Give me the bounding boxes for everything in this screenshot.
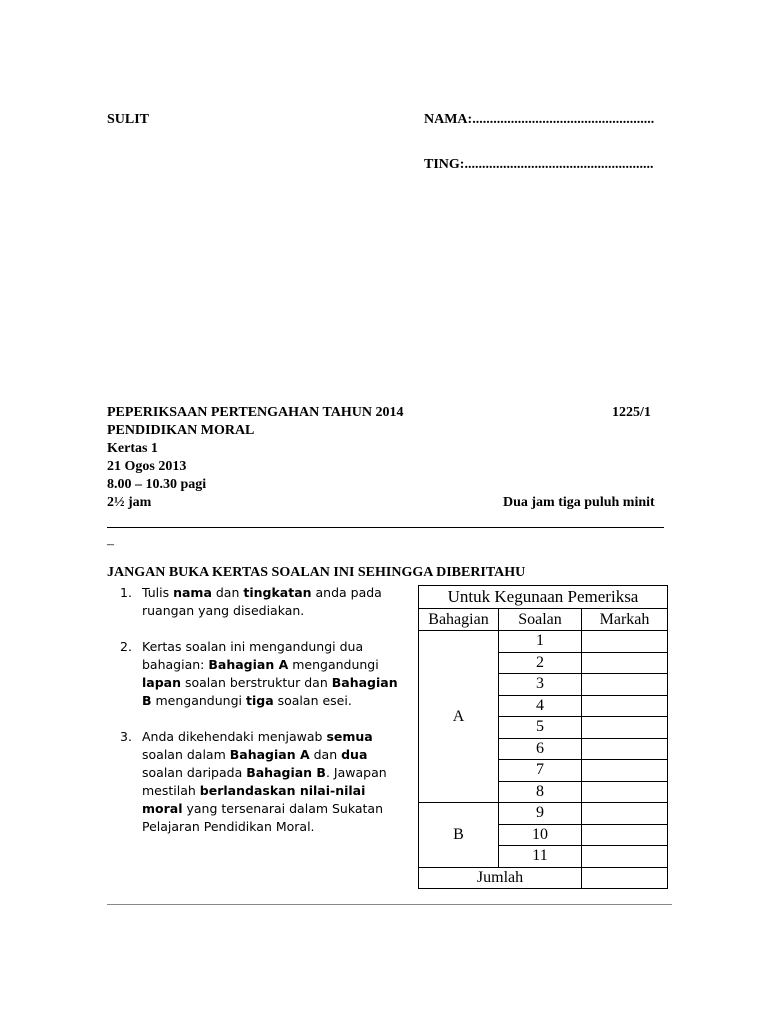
- question-number: 9: [499, 803, 582, 825]
- marks-entry-cell[interactable]: [582, 652, 668, 674]
- examiner-marks-table: [418, 585, 668, 889]
- instruction-text: [142, 638, 398, 710]
- marks-entry-cell[interactable]: [582, 781, 668, 803]
- question-number: 4: [499, 695, 582, 717]
- instruction-fragment: dan: [309, 747, 342, 762]
- instruction-emphasis: berlandaskan nilai-nilai moral: [142, 783, 366, 816]
- question-number: 10: [499, 824, 582, 846]
- question-number: 11: [499, 846, 582, 868]
- instruction-fragment: dan: [211, 585, 244, 600]
- instruction-emphasis: dua: [341, 747, 368, 762]
- instruction-emphasis: Bahagian A: [208, 657, 289, 672]
- instruction-fragment: Anda dikehendaki menjawab: [142, 729, 327, 744]
- instruction-text: [142, 728, 398, 836]
- instruction-fragment: soalan daripada: [142, 765, 247, 780]
- instruction-fragment: anda pada ruangan yang disediakan.: [142, 585, 382, 618]
- question-number: 7: [499, 760, 582, 782]
- instruction-fragment: yang tersenarai dalam Sukatan Pelajaran Pendidikan Moral.: [142, 801, 384, 834]
- question-number: 8: [499, 781, 582, 803]
- marks-entry-cell[interactable]: [582, 824, 668, 846]
- section-cell: B: [419, 803, 499, 868]
- instructions-list: [120, 584, 398, 854]
- total-label: Jumlah: [419, 867, 582, 889]
- marks-entry-cell[interactable]: [582, 695, 668, 717]
- table-title: Untuk Kegunaan Pemeriksa: [419, 586, 668, 609]
- instruction-text: [142, 584, 398, 620]
- instruction-number: 3.: [120, 729, 132, 744]
- name-field[interactable]: NAMA:....................................................: [424, 112, 655, 127]
- exam-duration: 2½ jam: [107, 495, 152, 510]
- marks-entry-cell[interactable]: [582, 760, 668, 782]
- instruction-item: [120, 584, 398, 620]
- instruction-fragment: Kertas soalan ini mengandungi dua bahagian:: [142, 639, 364, 672]
- column-header: Bahagian: [419, 609, 499, 631]
- instruction-emphasis: lapan: [142, 675, 182, 690]
- instruction-emphasis: Bahagian A: [229, 747, 310, 762]
- table-title-row: [419, 586, 668, 609]
- question-number: 2: [499, 652, 582, 674]
- paper-code: 1225/1: [612, 405, 651, 420]
- instruction-item: [120, 728, 398, 836]
- instruction-emphasis: Bahagian B: [142, 675, 398, 708]
- table-row: [419, 803, 668, 825]
- warning-heading: JANGAN BUKA KERTAS SOALAN INI SEHINGGA DIBERITAHU: [107, 565, 526, 580]
- question-number: 5: [499, 717, 582, 739]
- marks-entry-cell[interactable]: [582, 674, 668, 696]
- marks-entry-cell[interactable]: [582, 846, 668, 868]
- paper-number: Kertas 1: [107, 441, 158, 456]
- instruction-fragment: soalan berstruktur dan: [181, 675, 332, 690]
- column-header: Soalan: [499, 609, 582, 631]
- exam-date: 21 Ogos 2013: [107, 459, 187, 474]
- table-header-row: [419, 609, 668, 631]
- instruction-fragment: soalan dalam: [142, 747, 230, 762]
- instruction-emphasis: semua: [326, 729, 373, 744]
- instruction-emphasis: nama: [173, 585, 212, 600]
- exam-title: PEPERIKSAAN PERTENGAHAN TAHUN 2014: [107, 405, 404, 420]
- bottom-divider: [107, 904, 672, 905]
- question-number: 1: [499, 631, 582, 653]
- trailing-dash: –: [107, 537, 114, 552]
- table-row: [419, 631, 668, 653]
- exam-time: 8.00 – 10.30 pagi: [107, 477, 207, 492]
- total-marks-cell[interactable]: [582, 867, 668, 889]
- confidential-label: SULIT: [107, 112, 150, 127]
- question-number: 6: [499, 738, 582, 760]
- instruction-fragment: soalan esei.: [273, 693, 352, 708]
- total-row: [419, 867, 668, 889]
- question-number: 3: [499, 674, 582, 696]
- instruction-fragment: Tulis: [142, 585, 174, 600]
- class-field[interactable]: TING:......................................................: [424, 157, 654, 172]
- marks-entry-cell[interactable]: [582, 717, 668, 739]
- marks-entry-cell[interactable]: [582, 803, 668, 825]
- instruction-fragment: mengandungi: [288, 657, 379, 672]
- instruction-emphasis: Bahagian B: [246, 765, 326, 780]
- exam-duration-words: Dua jam tiga puluh minit: [503, 495, 655, 510]
- divider-line: [107, 527, 664, 528]
- instruction-item: [120, 638, 398, 710]
- marks-entry-cell[interactable]: [582, 738, 668, 760]
- instruction-number: 2.: [120, 639, 132, 654]
- column-header: Markah: [582, 609, 668, 631]
- instruction-emphasis: tiga: [245, 693, 274, 708]
- instruction-emphasis: tingkatan: [243, 585, 312, 600]
- marks-entry-cell[interactable]: [582, 631, 668, 653]
- instruction-fragment: . Jawapan mestilah: [142, 765, 387, 798]
- subject-name: PENDIDIKAN MORAL: [107, 423, 255, 438]
- instruction-number: 1.: [120, 585, 132, 600]
- instruction-fragment: mengandungi: [151, 693, 246, 708]
- section-cell: A: [419, 631, 499, 803]
